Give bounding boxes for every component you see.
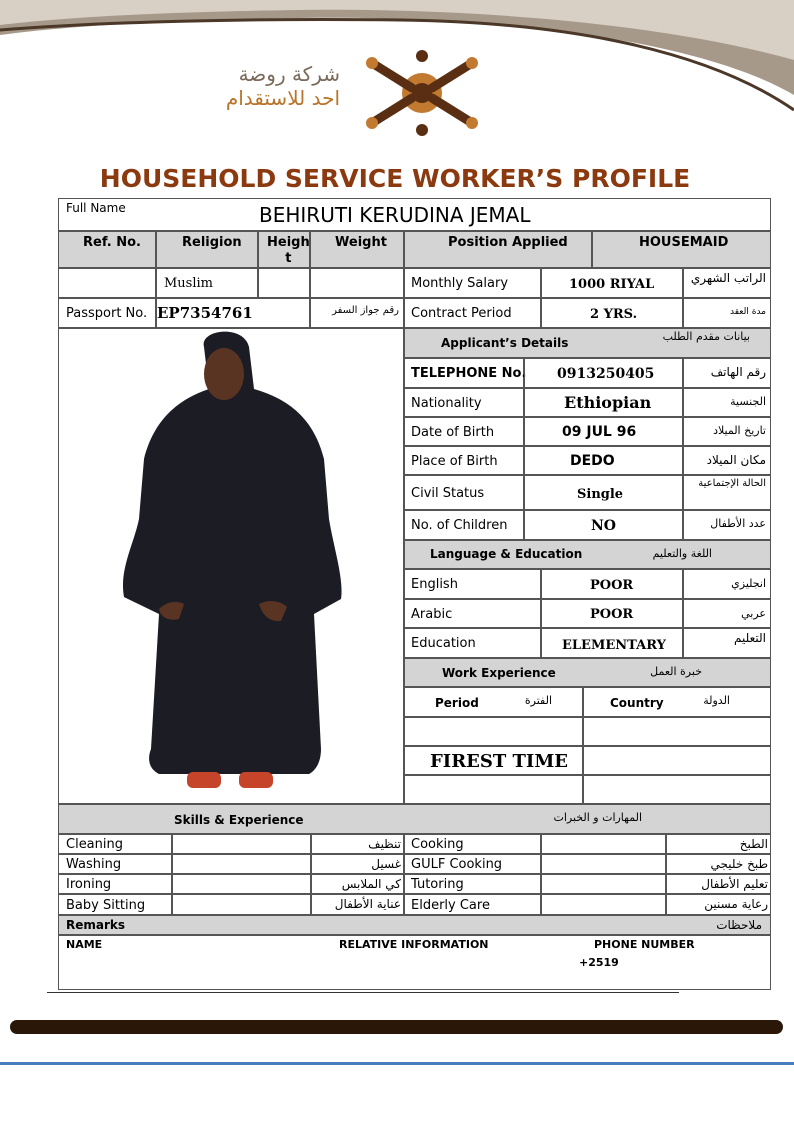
religion-header: Religion [156,231,258,268]
contract-label: Contract Period [411,306,512,321]
skills-header: Skills & Experience المهارات و الخبرات [58,804,771,834]
english-label-cell: English [404,569,541,599]
education-value-cell: ELEMENTARY [541,628,683,658]
weight-header: Weight [310,231,404,268]
remarks-phone-label: PHONE NUMBER [594,938,695,951]
company-logo-text [190,62,340,110]
passport-label-cell [58,298,156,328]
pob-ar-cell: مكان الميلاد [683,446,771,475]
passport-label: Passport No. [66,306,148,321]
period-header-cell: Period الفترة [404,687,583,717]
work-period-3 [404,775,583,804]
logo-line-2: احد للاستقدام [225,86,340,110]
ref-no-value [58,268,156,298]
education-label-cell: Education [404,628,541,658]
english-value-cell: POOR [541,569,683,599]
english-ar-cell: انجليزي [683,569,771,599]
contract-ar-cell: مدة العقد [683,298,771,328]
nationality-label-cell: Nationality [404,388,524,417]
religion-value: Muslim [164,276,213,291]
dob-ar-cell: تاريخ الميلاد [683,417,771,446]
height-header: Heigh t [258,231,310,268]
photo-frame [58,328,404,804]
position-header: Position Applied [404,231,592,268]
work-country-2 [583,746,771,775]
applicant-photo [59,329,403,803]
children-ar-cell: عدد الأطفال [683,510,771,540]
full-name-row [58,198,771,231]
nationality-ar-cell: الجنسية [683,388,771,417]
dob-label-cell: Date of Birth [404,417,524,446]
passport-value-cell [156,298,310,328]
passport-ar-cell: رقم جواز السفر [310,298,404,328]
remarks-header: Remarks ملاحظات [58,915,771,935]
full-name-value: BEHIRUTI KERUDINA JEMAL [259,203,531,227]
height-value [258,268,310,298]
language-header: Language & Education اللغة والتعليم [404,540,771,569]
children-value-cell: NO [524,510,683,540]
children-label-cell: No. of Children [404,510,524,540]
work-period-2 [404,746,583,775]
salary-label-cell [404,268,541,298]
arabic-ar-cell: عربي [683,599,771,628]
contract-value-cell [541,298,683,328]
nationality-value-cell: Ethiopian [524,388,683,417]
salary-ar-cell: الراتب الشهري [683,268,771,298]
position-value: HOUSEMAID [592,231,771,268]
contract-label-cell [404,298,541,328]
page-title: HOUSEHOLD SERVICE WORKER’S PROFILE [99,164,691,193]
dob-value-cell: 09 JUL 96 [524,417,683,446]
first-time-text: FIREST TIME [430,751,568,772]
work-experience-header: Work Experience خبرة العمل [404,658,771,687]
footer-blue-line [0,1062,794,1065]
full-name-label: Full Name [66,201,126,215]
ref-no-header: Ref. No. [58,231,156,268]
civil-ar-cell: الحالة الإجتماعية [683,475,771,510]
remarks-relative: RELATIVE INFORMATION [339,938,489,951]
civil-label-cell: Civil Status [404,475,524,510]
salary-value-cell [541,268,683,298]
remarks-body [58,935,771,990]
pob-value-cell: DEDO [524,446,683,475]
salary-label: Monthly Salary [411,276,509,291]
applicant-details-header: Applicant’s Details بيانات مقدم الطلب [404,328,771,358]
work-country-3 [583,775,771,804]
weight-value [310,268,404,298]
logo-line-1: شركة روضة [238,62,340,86]
bottom-rule [47,992,679,993]
arabic-value-cell: POOR [541,599,683,628]
work-country-1 [583,717,771,746]
work-period-1 [404,717,583,746]
religion-value-cell [156,268,258,298]
telephone-value-cell: 0913250405 [524,358,683,388]
footer-bar [10,1020,783,1034]
passport-value: EP7354761 [157,304,253,322]
telephone-ar-cell: رقم الهاتف [683,358,771,388]
pob-label-cell: Place of Birth [404,446,524,475]
company-logo-emblem [352,48,492,138]
contract-value: 2 YRS. [590,307,638,322]
telephone-label-cell: TELEPHONE No. [404,358,524,388]
arabic-label-cell: Arabic [404,599,541,628]
country-header-cell: Country الدولة [583,687,771,717]
education-ar-cell: التعليم [683,628,771,658]
civil-value-cell: Single [524,475,683,510]
remarks-name: NAME [66,938,103,951]
remarks-phone-value: +2519 [579,956,619,969]
salary-value: 1000 RIYAL [569,277,655,292]
